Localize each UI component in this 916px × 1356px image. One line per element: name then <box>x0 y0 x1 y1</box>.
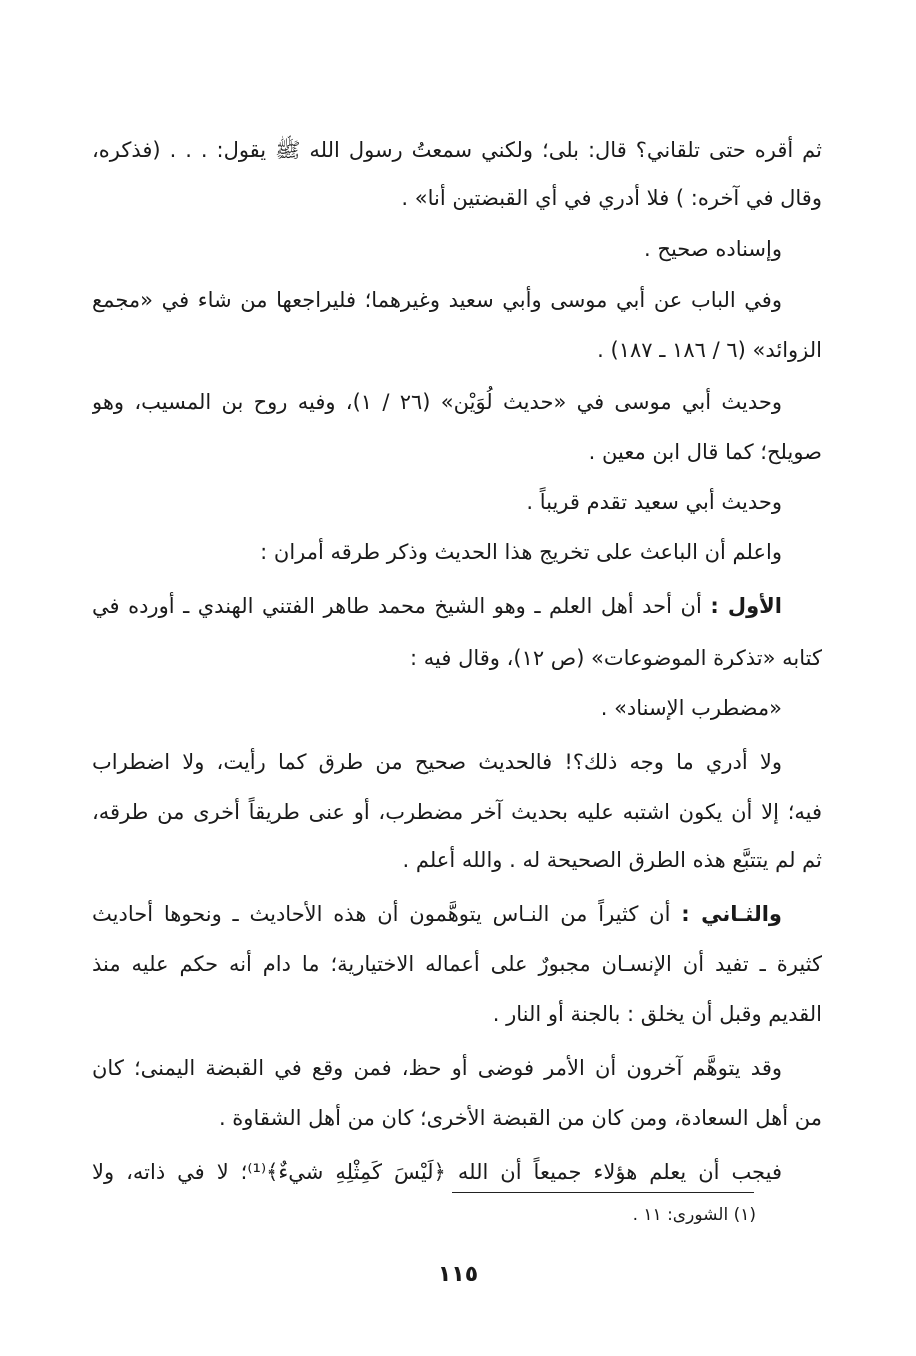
text-line: فيه؛ إلا أن يكون اشتبه عليه بحديث آخر مضطرب، أو عنى طريقاً أخرى من طرقه، <box>92 800 822 824</box>
text-line: وحديث أبي موسى في «حديث لُوَيْن» (٢٦ / ١)، وفيه روح بن المسيب، وهو <box>92 390 782 414</box>
text-line: القديم وقبل أن يخلق : بالجنة أو النار . <box>492 1002 822 1026</box>
text-line: الزوائد» (٦ / ١٨٦ ـ ١٨٧) . <box>597 338 822 362</box>
heading-second: والثـاني : <box>681 902 782 926</box>
paragraph-first <box>92 586 782 626</box>
text-line: «مضطرب الإسناد» . <box>600 696 782 720</box>
text-line: واعلم أن الباعث على تخريج هذا الحديث وذكر طرقه أمران : <box>260 540 782 564</box>
footnote: (١) الشورى: ١١ . <box>632 1205 756 1225</box>
text-line: فيجب أن يعلم هؤلاء جميعاً أن الله ﴿لَيْسَ كَمِثْلِهِ شيءٌ﴾⁽¹⁾؛ لا في ذاته، ولا <box>92 1160 782 1184</box>
text-line: وحديث أبي سعيد تقدم قريباً . <box>526 490 782 514</box>
text-line: أن كثيراً من النـاس يتوهَّمون أن هذه الأحاديث ـ ونحوها أحاديث <box>92 902 671 926</box>
text-line: كثيرة ـ تفيد أن الإنسـان مجبورٌ على أعماله الاختيارية؛ ما دام أنه حكم عليه منذ <box>92 952 822 976</box>
text-line: ثم لم يتتبَّع هذه الطرق الصحيحة له . والله أعلم . <box>402 848 822 872</box>
page-number: ١١٥ <box>437 1262 479 1287</box>
text-line: من أهل السعادة، ومن كان من القبضة الأخرى؛ كان من أهل الشقاوة . <box>218 1106 822 1130</box>
text-line: كتابه «تذكرة الموضوعات» (ص ١٢)، وقال فيه : <box>410 646 822 670</box>
text-line: وقد يتوهَّم آخرون أن الأمر فوضى أو حظ، فمن وقع في القبضة اليمنى؛ كان <box>92 1056 782 1080</box>
text-line: وإسناده صحيح . <box>644 237 782 261</box>
text-line: وقال في آخره: ) فلا أدري في أي القبضتين أنا» . <box>401 186 822 210</box>
heading-first: الأول : <box>710 594 782 618</box>
text-line: ثم أقره حتى تلقاني؟ قال: بلى؛ ولكني سمعتُ رسول الله ﷺ يقول: . . . (فذكره، <box>92 138 822 162</box>
text-line: صويلح؛ كما قال ابن معين . <box>588 440 822 464</box>
text-line: أن أحد أهل العلم ـ وهو الشيخ محمد طاهر الفتني الهندي ـ أورده في <box>92 594 702 618</box>
footnote-separator <box>452 1192 754 1193</box>
paragraph-second <box>92 894 782 934</box>
text-line: وفي الباب عن أبي موسى وأبي سعيد وغيرهما؛ فليراجعها من شاء في «مجمع <box>92 288 782 312</box>
text-line: ولا أدري ما وجه ذلك؟! فالحديث صحيح من طرق كما رأيت، ولا اضطراب <box>92 750 782 774</box>
